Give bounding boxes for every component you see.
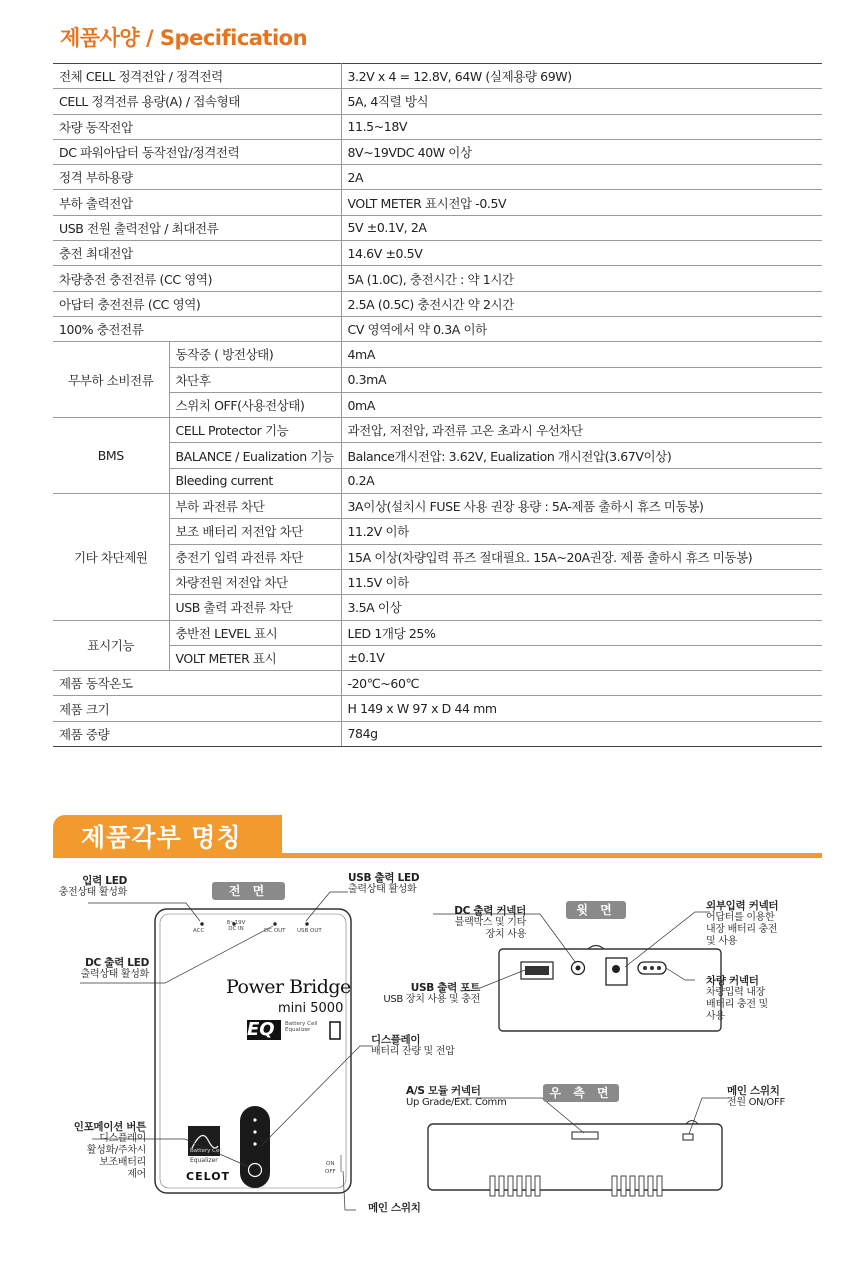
spec-label: 충전 최대전압	[53, 241, 341, 266]
spec-sublabel: 차단후	[169, 367, 341, 392]
eq-subtitle: Battery Cell Equalizer	[285, 1021, 318, 1033]
product-model: mini 5000	[278, 1001, 344, 1016]
spec-sublabel: Bleeding current	[169, 468, 341, 493]
spec-group-name: 기타 차단제원	[53, 494, 169, 620]
spec-label: DC 파워아답터 동작전압/정격전력	[53, 139, 341, 164]
main-switch	[683, 1134, 693, 1140]
callout-car-connector: 차량 커넥터 차량입력 내장 배터리 충전 및 사용	[706, 975, 768, 1022]
label-on: ON	[326, 1161, 335, 1167]
callout-info-button: 인포메이션 버튼 디스플레이 활성화/주차시 보조배터리 제어	[73, 1121, 146, 1180]
spec-label: USB 전원 출력전압 / 최대전류	[53, 215, 341, 240]
callout-dc-led: DC 출력 LED 출력상태 활성화	[80, 957, 149, 980]
spec-value: 과전압, 저전압, 과전류 고온 초과시 우선차단	[341, 418, 822, 443]
callout-input-led: 입력 LED 충전상태 활성화	[58, 875, 127, 898]
spec-label: 100% 충전전류	[53, 316, 341, 341]
spec-label: 아답터 충전전류 (CC 영역)	[53, 291, 341, 316]
spec-sublabel: 동작중 ( 방전상태)	[169, 342, 341, 367]
callout-display: 디스플레이 배터리 잔량 및 전압	[371, 1034, 455, 1057]
spec-value: Balance개시전압: 3.62V, Eualization 개시전압(3.67V이상)	[341, 443, 822, 468]
front-view-tag: 전 면	[212, 882, 285, 900]
usb-out-led	[305, 922, 308, 925]
spec-sublabel: VOLT METER 표시	[169, 645, 341, 670]
spec-value: 2A	[341, 165, 822, 190]
spec-sublabel: 스위치 OFF(사용전상태)	[169, 392, 341, 417]
as-module-connector	[572, 1132, 598, 1139]
spec-value: 11.5~18V	[341, 114, 822, 139]
spec-label: 제품 동작온도	[53, 671, 341, 696]
top-view-tag: 윗 면	[566, 901, 626, 919]
spec-value: 0.2A	[341, 468, 822, 493]
callout-dc-out-connector: DC 출력 커넥터 블랙박스 및 기타 장치 사용	[454, 905, 526, 940]
spec-sublabel: CELL Protector 기능	[169, 418, 341, 443]
spec-value: 8V~19VDC 40W 이상	[341, 139, 822, 164]
eq-logo: EQ	[247, 1019, 275, 1040]
spec-value: ±0.1V	[341, 645, 822, 670]
spec-sublabel: 차량전원 저전압 차단	[169, 569, 341, 594]
spec-value: 5V ±0.1V, 2A	[341, 215, 822, 240]
spec-value: 11.2V 이하	[341, 519, 822, 544]
display-panel	[240, 1106, 270, 1188]
callout-usb-port: USB 출력 포트 USB 장치 사용 및 충전	[383, 982, 480, 1005]
spec-value: 11.5V 이하	[341, 569, 822, 594]
spec-value: 3A이상(설치시 FUSE 사용 권장 용량 : 5A-제품 출하시 휴즈 미동봉)	[341, 494, 822, 519]
label-acc: ACC	[193, 928, 205, 934]
spec-value: 5A, 4직렬 방식	[341, 89, 822, 114]
spec-value: 14.6V ±0.5V	[341, 241, 822, 266]
spec-value: 5A (1.0C), 충전시간 : 약 1시간	[341, 266, 822, 291]
spec-label: CELL 정격전류 용량(A) / 접속형태	[53, 89, 341, 114]
spec-value: CV 영역에서 약 0.3A 이하	[341, 316, 822, 341]
label-off: OFF	[325, 1169, 336, 1175]
input-led	[200, 922, 203, 925]
badge-caption: Battery Cell	[190, 1148, 223, 1154]
callout-main-switch-side: 메인 스위치 전원 ON/OFF	[727, 1085, 785, 1108]
spec-title: 제품사양 / Specification	[60, 26, 308, 50]
spec-value: H 149 x W 97 x D 44 mm	[341, 696, 822, 721]
spec-value: 0mA	[341, 392, 822, 417]
spec-value: 15A 이상(차량입력 퓨즈 절대필요. 15A~20A권장. 제품 출하시 휴즈 미동봉)	[341, 544, 822, 569]
spec-value: 784g	[341, 721, 822, 746]
spec-sublabel: BALANCE / Eualization 기능	[169, 443, 341, 468]
spec-label: 정격 부하용량	[53, 165, 341, 190]
label-usb-out: USB OUT	[297, 928, 322, 934]
callout-main-switch-front: 메인 스위치	[368, 1202, 421, 1214]
spec-sublabel: 보조 배터리 저전압 차단	[169, 519, 341, 544]
callout-as-module: A/S 모듈 커넥터 Up Grade/Ext. Comm	[406, 1085, 507, 1108]
spec-sublabel: 부하 과전류 차단	[169, 494, 341, 519]
spec-value: 2.5A (0.5C) 충전시간 약 2시간	[341, 291, 822, 316]
callout-ext-input: 외부입력 커넥터 어답터를 이용한 내장 배터리 충전 및 사용	[706, 900, 779, 947]
spec-group-name: 표시기능	[53, 620, 169, 671]
spec-sublabel: 충반전 LEVEL 표시	[169, 620, 341, 645]
right-view-tag: 우 측 면	[543, 1084, 619, 1102]
spec-label: 부하 출력전압	[53, 190, 341, 215]
callout-usb-led: USB 출력 LED 출력상태 활성화	[348, 872, 420, 895]
spec-sublabel: USB 출력 과전류 차단	[169, 595, 341, 620]
spec-value: 3.2V x 4 = 12.8V, 64W (실제용량 69W)	[341, 64, 822, 89]
spec-group-name: BMS	[53, 418, 169, 494]
spec-value: 3.5A 이상	[341, 595, 822, 620]
spec-sublabel: 충전기 입력 과전류 차단	[169, 544, 341, 569]
label-dc-out: DC OUT	[264, 928, 286, 934]
spec-value: LED 1개당 25%	[341, 620, 822, 645]
dc-out-led	[273, 922, 276, 925]
label-dc-in: 8~19V DC IN	[226, 920, 246, 932]
spec-label: 제품 크기	[53, 696, 341, 721]
badge-word: Equalizer	[190, 1157, 218, 1164]
parts-title: 제품각부 명칭	[81, 823, 242, 852]
spec-value: 0.3mA	[341, 367, 822, 392]
maker-logo: CELOT	[186, 1170, 231, 1183]
spec-label: 전체 CELL 정격전압 / 정격전력	[53, 64, 341, 89]
product-name: Power Bridge	[226, 976, 351, 998]
spec-label: 차량충전 충전전류 (CC 영역)	[53, 266, 341, 291]
spec-label: 차량 동작전압	[53, 114, 341, 139]
spec-group-name: 무부하 소비전류	[53, 342, 169, 418]
spec-value: VOLT METER 표시전압 -0.5V	[341, 190, 822, 215]
spec-value: 4mA	[341, 342, 822, 367]
spec-label: 제품 중량	[53, 721, 341, 746]
spec-value: -20℃~60℃	[341, 671, 822, 696]
